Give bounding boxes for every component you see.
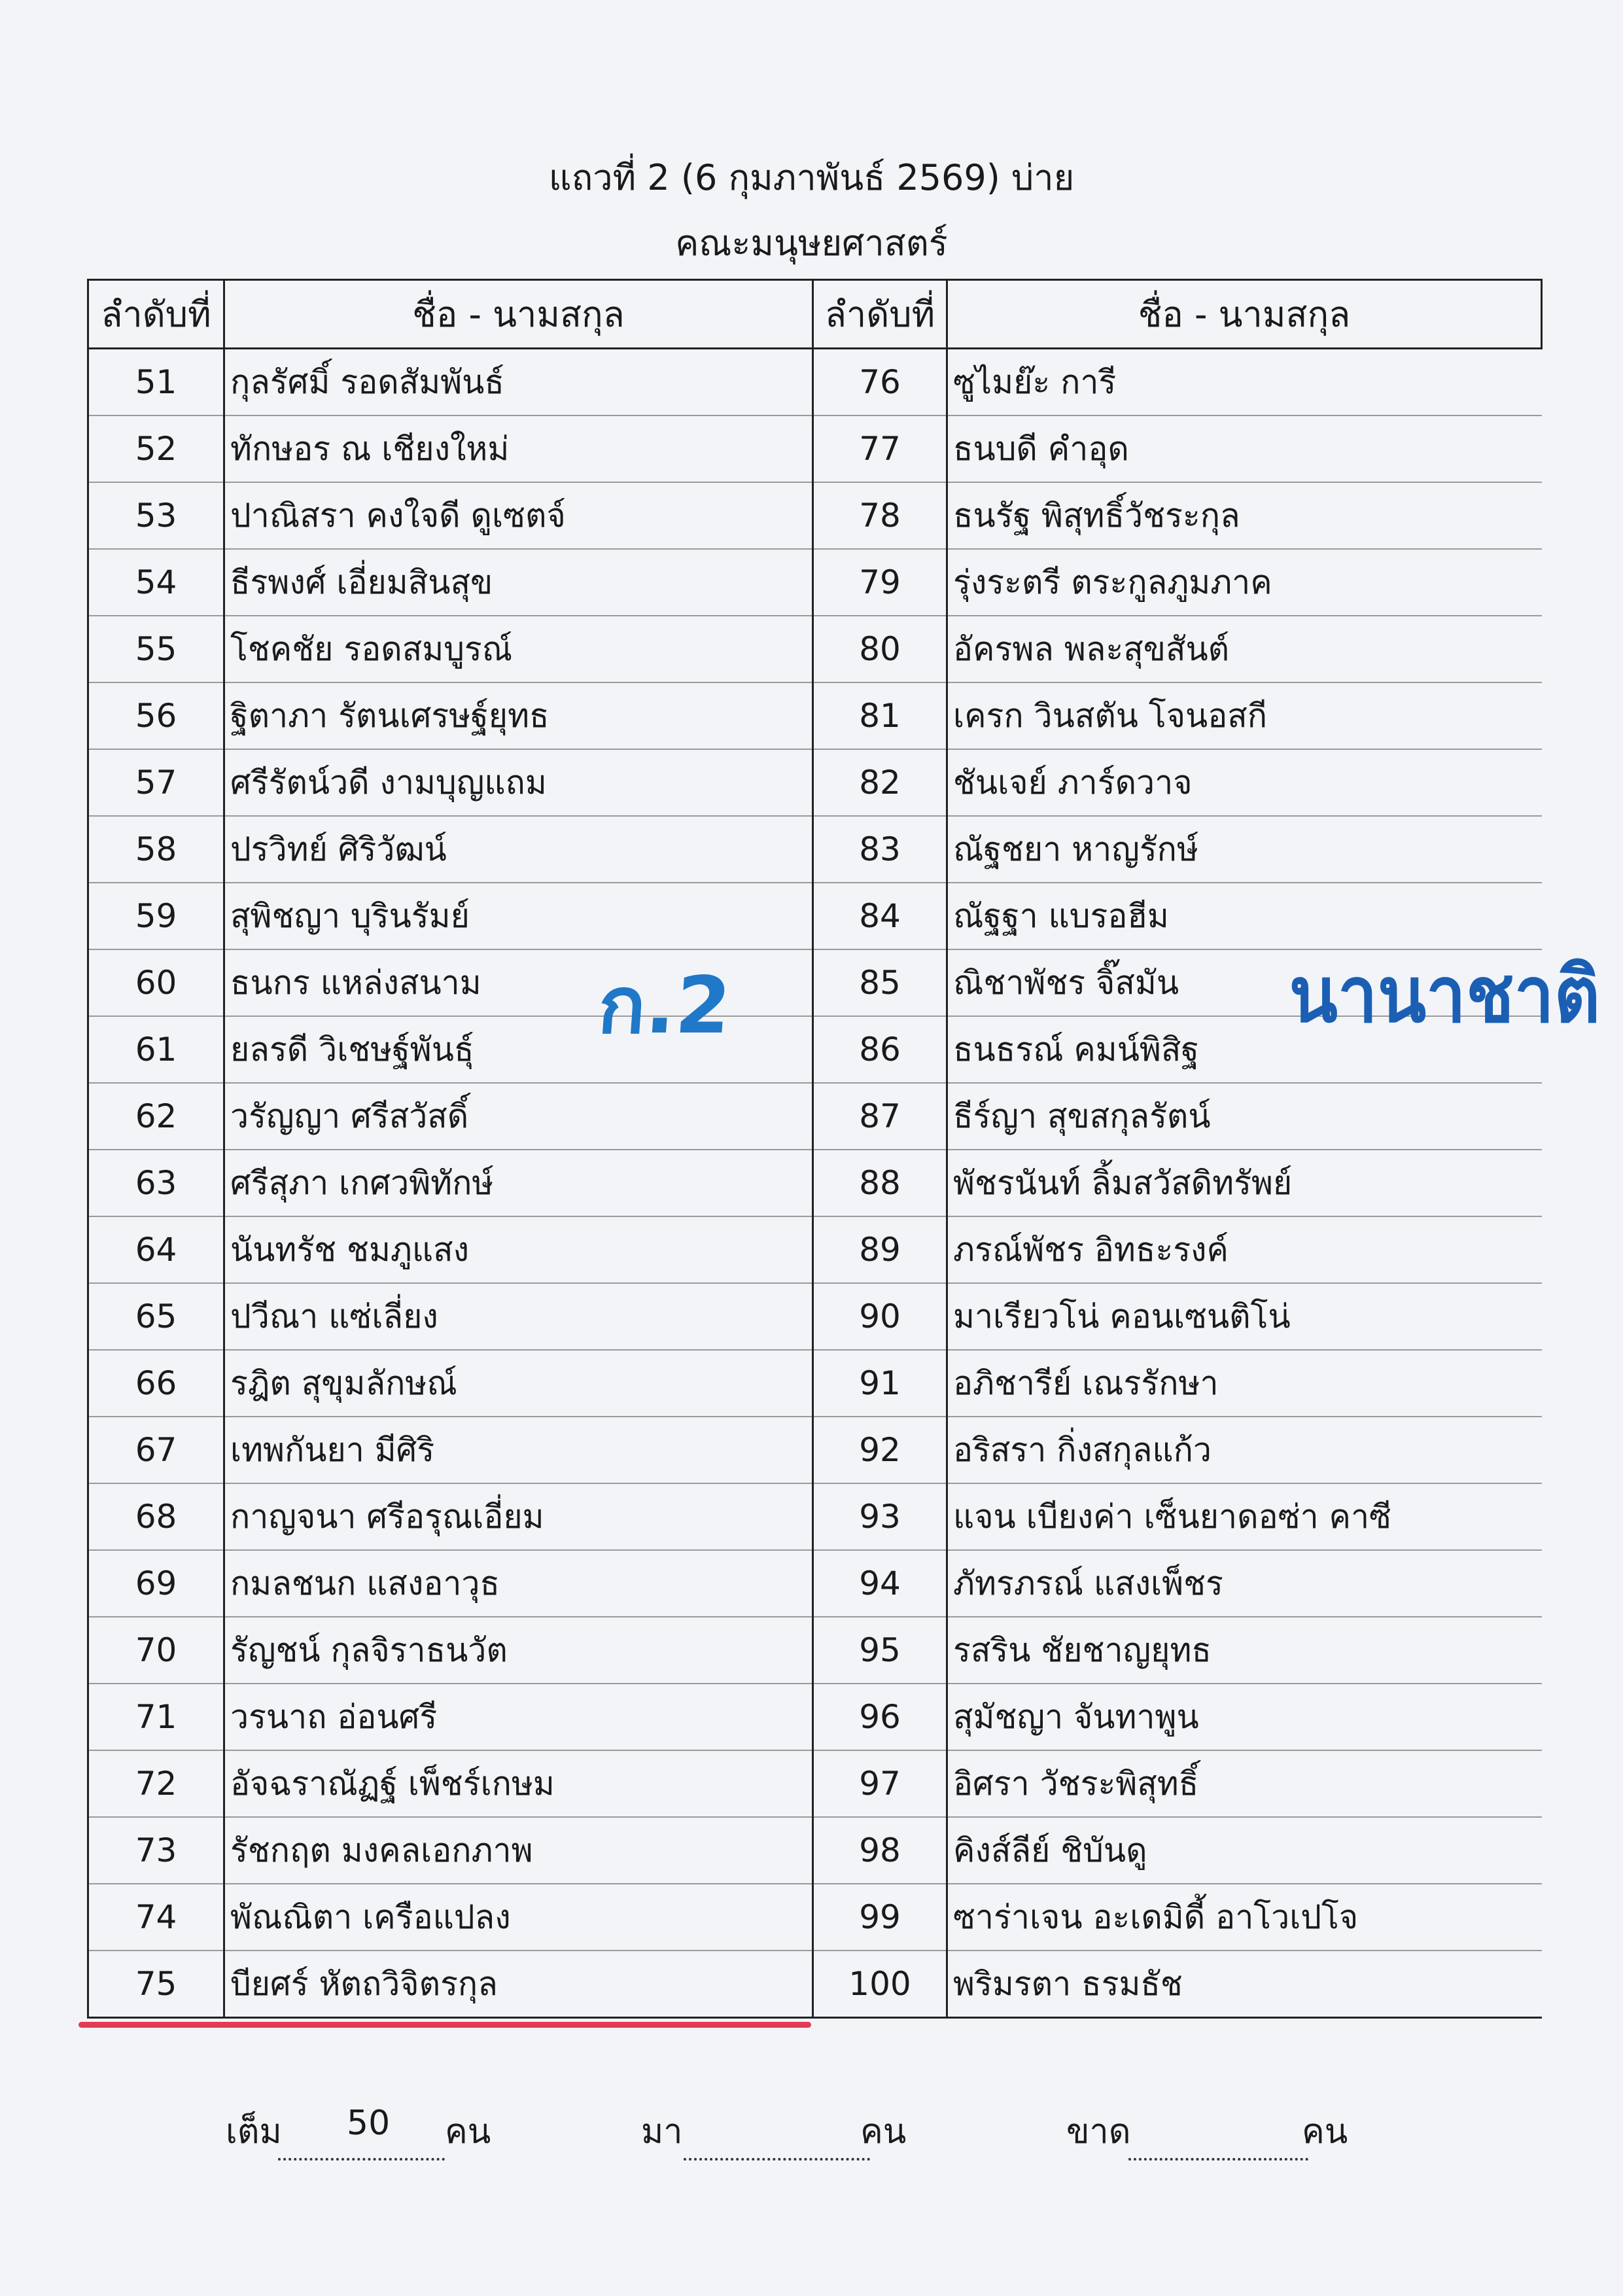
table-row — [88, 1483, 1542, 1550]
table-row — [88, 816, 1542, 883]
student-name-left: ศรีรัตน์วดี งามบุญแถม — [224, 749, 813, 816]
student-name-left: ปาณิสรา คงใจดี ดูเซตจ์ — [224, 482, 813, 549]
row-number-left: 68 — [88, 1483, 224, 1550]
row-number-left: 62 — [88, 1083, 224, 1150]
student-name-left: นันทรัช ชมภูแสง — [224, 1216, 813, 1283]
table-row — [88, 1283, 1542, 1350]
row-number-right: 92 — [813, 1417, 947, 1483]
row-number-left: 70 — [88, 1617, 224, 1684]
student-name-left: ธีรพงศ์ เอี่ยมสินสุข — [224, 549, 813, 616]
row-number-left: 75 — [88, 1951, 224, 2018]
row-number-right: 88 — [813, 1150, 947, 1216]
student-name-left: วรัญญา ศรีสวัสดิ์ — [224, 1083, 813, 1150]
table-row — [88, 482, 1542, 549]
row-number-left: 58 — [88, 816, 224, 883]
student-name-right: ซาร่าเจน อะเดมิดี้ อาโวเปโจ — [947, 1884, 1542, 1951]
student-name-left: บียศร์ หัตถวิจิตรกุล — [224, 1951, 813, 2018]
table-row — [88, 1083, 1542, 1150]
row-number-left: 52 — [88, 415, 224, 482]
row-number-right: 90 — [813, 1283, 947, 1350]
row-number-left: 67 — [88, 1417, 224, 1483]
student-name-left: ทักษอร ณ เชียงใหม่ — [224, 415, 813, 482]
student-name-right: ณัฐฐา แบรอฮีม — [947, 883, 1542, 949]
student-name-right: ธีร์ญา สุขสกุลรัตน์ — [947, 1083, 1542, 1150]
table-row — [88, 1617, 1542, 1684]
student-name-right: คิงส์ลีย์ ชิบันดู — [947, 1817, 1542, 1884]
row-number-right: 87 — [813, 1083, 947, 1150]
row-number-left: 54 — [88, 549, 224, 616]
footer-full-label: เต็ม — [226, 2112, 282, 2151]
footer-full-dotted-line — [278, 2158, 445, 2161]
column-header-number-right: ลำดับที่ — [813, 280, 947, 349]
student-name-right: ธนบดี คำอุด — [947, 415, 1542, 482]
column-header-name-right: ชื่อ - นามสกุล — [947, 280, 1542, 349]
table-row — [88, 1817, 1542, 1884]
row-number-left: 69 — [88, 1550, 224, 1617]
row-number-right: 83 — [813, 816, 947, 883]
page-title: แถวที่ 2 (6 กุมภาพันธ์ 2569) บ่าย — [548, 157, 1075, 198]
student-name-right: ณัฐชยา หาญรักษ์ — [947, 816, 1542, 883]
footer-present-unit: คน — [860, 2112, 907, 2151]
row-number-left: 65 — [88, 1283, 224, 1350]
table-row — [88, 1884, 1542, 1951]
student-name-left: ธนกร แหล่งสนาม — [224, 949, 813, 1016]
student-name-left: รัญชน์ กุลจิราธนวัต — [224, 1617, 813, 1684]
footer-present-label: มา — [641, 2112, 683, 2151]
row-number-right: 98 — [813, 1817, 947, 1884]
column-header-name-left: ชื่อ - นามสกุล — [224, 280, 813, 349]
footer-present-dotted-line — [684, 2158, 870, 2161]
table-row — [88, 1150, 1542, 1216]
red-underline-mark — [79, 2022, 811, 2028]
row-number-right: 100 — [813, 1951, 947, 2018]
student-name-left: กาญจนา ศรีอรุณเอี่ยม — [224, 1483, 813, 1550]
table-row — [88, 1550, 1542, 1617]
student-name-right: เครก วินสตัน โจนอสกี — [947, 682, 1542, 749]
row-number-right: 85 — [813, 949, 947, 1016]
student-name-left: อัจฉราณัฏฐ์ เพ็ชร์เกษม — [224, 1750, 813, 1817]
student-name-right: ภัทรภรณ์ แสงเพ็ชร — [947, 1550, 1542, 1617]
student-name-right: อริสรา กิ่งสกุลแก้ว — [947, 1417, 1542, 1483]
footer-absent-unit: คน — [1302, 2112, 1348, 2151]
table-row — [88, 1216, 1542, 1283]
footer-absent-dotted-line — [1128, 2158, 1308, 2161]
student-name-left: ปรวิทย์ ศิริวัฒน์ — [224, 816, 813, 883]
table-row — [88, 1350, 1542, 1417]
student-name-left: กมลชนก แสงอาวุธ — [224, 1550, 813, 1617]
row-number-right: 89 — [813, 1216, 947, 1283]
row-number-right: 93 — [813, 1483, 947, 1550]
student-name-left: กุลรัศมิ์ รอดสัมพันธ์ — [224, 349, 813, 416]
student-name-right: ณิชาพัชร จิ๊สมัน — [947, 949, 1542, 1016]
row-number-left: 74 — [88, 1884, 224, 1951]
student-name-right: ธนรัฐ พิสุทธิ์วัชระกุล — [947, 482, 1542, 549]
row-number-left: 60 — [88, 949, 224, 1016]
row-number-right: 78 — [813, 482, 947, 549]
student-name-left: สุพิชญา บุรินรัมย์ — [224, 883, 813, 949]
row-number-left: 72 — [88, 1750, 224, 1817]
student-name-left: โชคชัย รอดสมบูรณ์ — [224, 616, 813, 682]
footer-absent-label: ขาด — [1066, 2112, 1131, 2151]
student-name-right: อัครพล พละสุขสันต์ — [947, 616, 1542, 682]
table-row — [88, 1951, 1542, 2018]
table-row — [88, 349, 1542, 416]
row-number-right: 91 — [813, 1350, 947, 1417]
table-row — [88, 1417, 1542, 1483]
student-name-right: ซูไมย๊ะ การี — [947, 349, 1542, 416]
table-row — [88, 549, 1542, 616]
student-name-right: ธนธรณ์ คมน์พิสิฐ — [947, 1016, 1542, 1083]
student-name-right: อิศรา วัชระพิสุทธิ์ — [947, 1750, 1542, 1817]
roster-body — [88, 349, 1542, 2018]
table-row — [88, 1750, 1542, 1817]
row-number-right: 76 — [813, 349, 947, 416]
student-name-left: เทพกันยา มีศิริ — [224, 1417, 813, 1483]
row-number-right: 95 — [813, 1617, 947, 1684]
student-name-left: วรนาถ อ่อนศรี — [224, 1684, 813, 1750]
student-name-right: พริมรตา ธรมธัช — [947, 1951, 1542, 2018]
row-number-left: 66 — [88, 1350, 224, 1417]
row-number-right: 84 — [813, 883, 947, 949]
student-name-right: แจน เบียงค่า เซ็นยาดอซ่า คาซี — [947, 1483, 1542, 1550]
footer-full-value: 50 — [347, 2104, 391, 2143]
student-name-right: พัชรนันท์ ลิ้มสวัสดิทรัพย์ — [947, 1150, 1542, 1216]
student-name-right: รสริน ชัยชาญยุทธ — [947, 1617, 1542, 1684]
row-number-right: 99 — [813, 1884, 947, 1951]
student-name-right: อภิชารีย์ เณรรักษา — [947, 1350, 1542, 1417]
row-number-right: 77 — [813, 415, 947, 482]
student-name-left: รัชกฤต มงคลเอกภาพ — [224, 1817, 813, 1884]
table-row — [88, 616, 1542, 682]
student-name-left: รฎิต สุขุมลักษณ์ — [224, 1350, 813, 1417]
table-row — [88, 415, 1542, 482]
row-number-left: 51 — [88, 349, 224, 416]
row-number-right: 97 — [813, 1750, 947, 1817]
row-number-left: 57 — [88, 749, 224, 816]
row-number-right: 86 — [813, 1016, 947, 1083]
row-number-left: 71 — [88, 1684, 224, 1750]
student-name-left: ยลรดี วิเชษฐ์พันธุ์ — [224, 1016, 813, 1083]
student-name-left: พัณณิตา เครือแปลง — [224, 1884, 813, 1951]
student-name-left: ปวีณา แซ่เลี่ยง — [224, 1283, 813, 1350]
student-name-left: ศรีสุภา เกศวพิทักษ์ — [224, 1150, 813, 1216]
row-number-right: 80 — [813, 616, 947, 682]
row-number-left: 59 — [88, 883, 224, 949]
handwritten-group-label: ก.2 — [595, 961, 734, 1051]
student-name-right: ชันเจย์ ภาร์ดวาจ — [947, 749, 1542, 816]
row-number-right: 82 — [813, 749, 947, 816]
row-number-right: 94 — [813, 1550, 947, 1617]
row-number-right: 79 — [813, 549, 947, 616]
column-header-number-left: ลำดับที่ — [88, 280, 224, 349]
footer-full-unit: คน — [445, 2112, 491, 2151]
student-name-right: สุมัชญา จันทาพูน — [947, 1684, 1542, 1750]
row-number-left: 64 — [88, 1216, 224, 1283]
row-number-left: 63 — [88, 1150, 224, 1216]
table-row — [88, 682, 1542, 749]
row-number-right: 96 — [813, 1684, 947, 1750]
row-number-left: 56 — [88, 682, 224, 749]
table-row — [88, 749, 1542, 816]
row-number-right: 81 — [813, 682, 947, 749]
table-row — [88, 1684, 1542, 1750]
row-number-left: 53 — [88, 482, 224, 549]
handwritten-international-label: นานาชาติ — [1289, 949, 1601, 1040]
student-name-right: รุ่งระตรี ตระกูลภูมภาค — [947, 549, 1542, 616]
faculty-subtitle: คณะมนุษยศาสตร์ — [675, 222, 948, 264]
student-name-left: ฐิตาภา รัตนเศรษฐ์ยุทธ — [224, 682, 813, 749]
student-name-right: มาเรียวโน่ คอนเซนติโน่ — [947, 1283, 1542, 1350]
row-number-left: 61 — [88, 1016, 224, 1083]
roster-table — [87, 279, 1543, 2019]
row-number-left: 55 — [88, 616, 224, 682]
student-name-right: ภรณ์พัชร อิทธะรงค์ — [947, 1216, 1542, 1283]
row-number-left: 73 — [88, 1817, 224, 1884]
table-header-row — [88, 280, 1542, 349]
